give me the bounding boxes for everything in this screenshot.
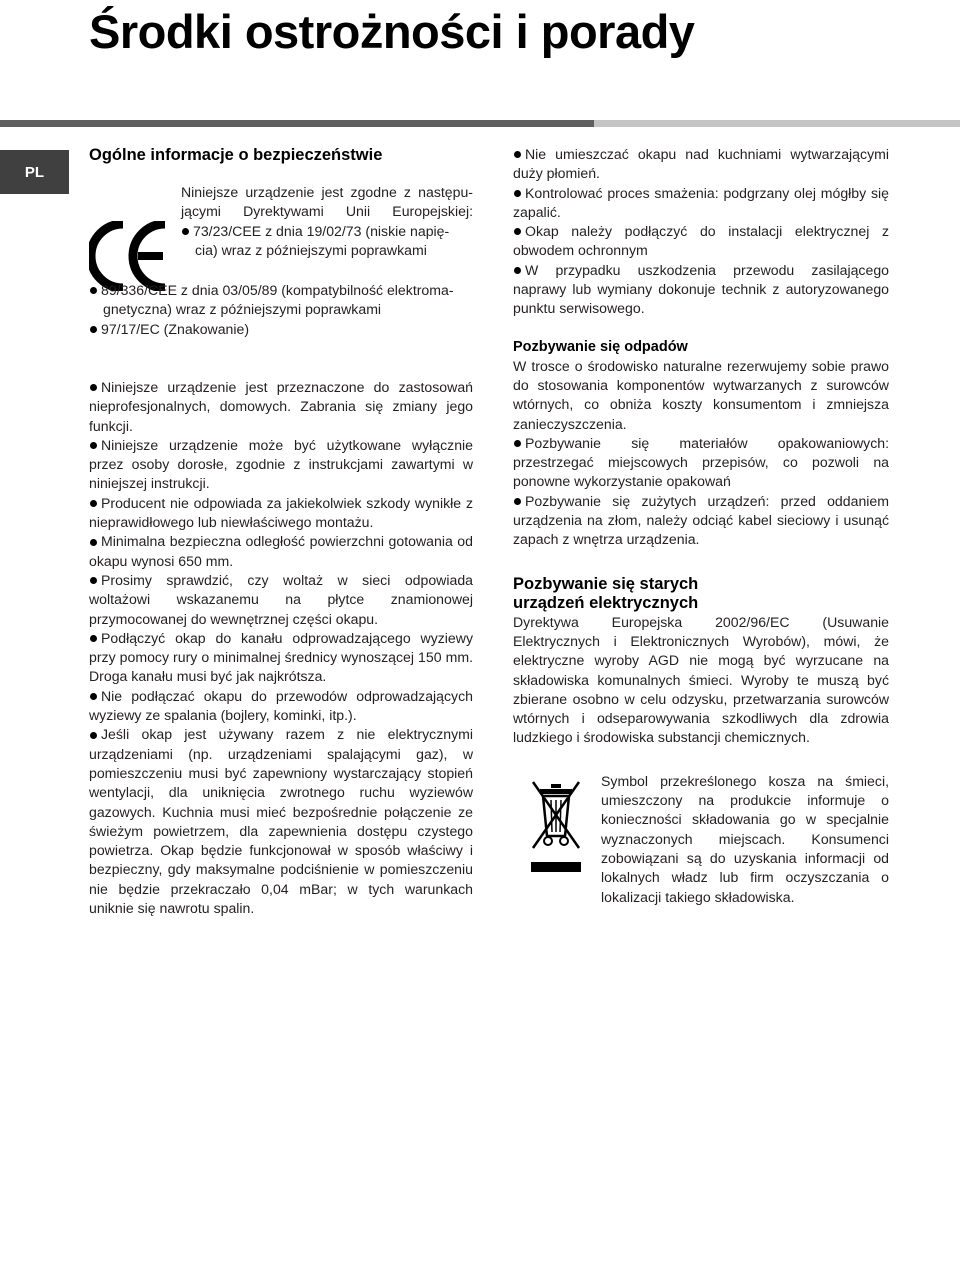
header-rule-dark bbox=[0, 120, 594, 127]
symbol-description: Symbol przekreślonego kosza na śmieci, umieszczony na produkcie informuje o konieczności składowania go w specjalnie wyznaczonych miejscach. Konsumenci zobowiązani są do uzyskania informacji od lokalnych władz lub firm oczyszczania o lokalizacji takiego składowiska. bbox=[601, 772, 889, 905]
bullet-icon bbox=[182, 228, 189, 235]
bullet-icon bbox=[90, 326, 97, 333]
ce-directive-item-cont: cia) wraz z późniejszymi poprawkami bbox=[195, 241, 427, 258]
bullet-icon bbox=[514, 228, 521, 235]
ce-intro bbox=[181, 183, 473, 260]
list-item: Pozbywanie się zużytych urządzeń: przed oddaniem urządzenia na złom, należy odciąć kabel sieciowy i usunąć zapach z wnętrza urządzenia. bbox=[513, 492, 889, 548]
right-column bbox=[513, 145, 889, 912]
list-item: Producent nie odpowiada za jakiekolwiek szkody wynikłe z nieprawidłowego lub niewłaściwego montażu. bbox=[89, 494, 473, 531]
weee-heading-line: urządzeń elektrycznych bbox=[513, 593, 699, 612]
bullet-icon bbox=[90, 500, 97, 507]
list-item: Okap należy podłączyć do instalacji elektrycznej z obwodem ochronnym bbox=[513, 223, 889, 259]
language-tab: PL bbox=[0, 150, 69, 194]
weee-heading-line: Pozbywanie się starych bbox=[513, 574, 699, 593]
bullet-icon bbox=[514, 498, 521, 505]
list-item: Podłączyć okap do kanału odprowadzającego wyziewy przy pomocy rury o minimalnej średnicy wynoszącej 150 mm. Droga kanału musi być jak najkrótsza. bbox=[89, 629, 473, 685]
list-item: Prosimy sprawdzić, czy woltaż w sieci odpowiada woltażowi wskazanemu na płytce znamionowej przymocowanej do wewnętrznej części okapu. bbox=[89, 571, 473, 627]
list-item: Nie podłączać okapu do przewodów odprowadzających wyziewy ze spalania (bojlery, kominki, itp.). bbox=[89, 687, 473, 724]
header-rule-light bbox=[594, 120, 960, 127]
list-item: W przypadku uszkodzenia przewodu zasilającego naprawy lub wymiany dokonuje technik z autoryzowanego punktu serwisowego. bbox=[513, 261, 889, 317]
list-item: Minimalna bezpieczna odległość powierzchni gotowania od okapu wynosi 650 mm. bbox=[89, 533, 473, 569]
bullet-icon bbox=[90, 732, 97, 739]
section-heading-safety: Ogólne informacje o bezpieczeństwie bbox=[89, 146, 383, 164]
bullet-icon bbox=[514, 151, 521, 158]
bullet-icon bbox=[90, 539, 97, 546]
section-heading-disposal: Pozbywanie się odpadów bbox=[513, 338, 688, 355]
list-item: Niniejsze urządzenie może być użytkowane wyłącznie przez osoby dorosłe, zgodnie z instrukcjami zawartymi w niniejszej instrukcji. bbox=[89, 436, 473, 492]
weee-symbol-block bbox=[513, 772, 889, 912]
list-item: Niniejsze urządzenie jest przeznaczone do zastosowań nieprofesjonalnych, domowych. Zabrania się zmiany jego funkcji. bbox=[89, 379, 473, 434]
list-item: Pozbywanie się materiałów opakowaniowych: przestrzegać miejscowych przepisów, co pozwoli na ponowne wykorzystanie opakowań bbox=[513, 434, 889, 490]
bullet-icon bbox=[90, 287, 97, 294]
disposal-intro: W trosce o środowisko naturalne rezerwujemy sobie prawo do stosowania komponentów wytwarzanych z surowców wtórnych, co obniża koszty konsumentom i zmniejsza zanieczyszczenia. bbox=[513, 357, 889, 432]
section-heading-weee bbox=[513, 575, 889, 613]
page-title: Środki ostrożności i porady bbox=[89, 5, 695, 58]
ce-compliance-block bbox=[89, 183, 473, 362]
ce-directive-list bbox=[89, 281, 473, 339]
bullet-icon bbox=[514, 440, 521, 447]
ce-directive-item: 89/336/CEE z dnia 03/05/89 (kompatybilność elektroma- bbox=[89, 281, 473, 300]
bullet-icon bbox=[514, 267, 521, 274]
ce-directive-item-cont: gnetyczna) wraz z późniejszymi poprawkami bbox=[103, 301, 382, 318]
bullet-icon bbox=[514, 190, 521, 197]
bullet-icon bbox=[90, 635, 97, 642]
list-item: Nie umieszczać okapu nad kuchniami wytwarzającymi duży płomień. bbox=[513, 146, 889, 182]
safety-list bbox=[89, 378, 473, 918]
bullet-icon bbox=[90, 693, 97, 700]
bullet-icon bbox=[90, 384, 97, 391]
list-item: Jeśli okap jest używany razem z nie elektrycznymi urządzeniami (np. urządzeniami spalającymi gaz), w pomieszczeniu musi być zapewniony wystarczający stopień wentylacji, dla uniknięcia zwrotnego ruchu wyziewów gazowych. Kuchnia musi mieć bezpośrednie połączenie ze świeżym powietrzem, dla zapewnienia dostępu czystego powietrza. Okap będzie funkcjonował w sposób właściwy i bezpieczny, gdy maksymalne podciśnienie w pomieszczeniu nie będzie przekraczało 0,04 mBar; w tych warunkach uniknie się nawrotu spalin. bbox=[89, 726, 473, 917]
ce-intro-line: Niniejsze urządzenie jest zgodne z następu- bbox=[181, 184, 473, 200]
bullet-icon bbox=[90, 577, 97, 584]
safety-list-continued bbox=[513, 145, 889, 319]
list-item: Kontrolować proces smażenia: podgrzany olej mógłby się zapalić. bbox=[513, 184, 889, 220]
ce-directive-item: 73/23/CEE z dnia 19/02/73 (niskie napię- bbox=[181, 222, 473, 241]
bullet-icon bbox=[90, 442, 97, 449]
crossed-bin-icon bbox=[531, 778, 581, 874]
ce-directive-item: 97/17/EC (Znakowanie) bbox=[89, 320, 473, 339]
ce-intro-line: jącymi Dyrektywami Unii Europejskiej: bbox=[181, 203, 473, 220]
weee-text: Dyrektywa Europejska 2002/96/EC (Usuwanie Elektrycznych i Elektronicznych Wyrobów), mówi, że elektryczne wyroby AGD nie mogą być wyrzucane na składowiska komunalnych śmieci. Wyroby te muszą być zbierane osobno w celu odzysku, przetwarzania surowców wtórnych i odseparowywania szkodliwych dla zdrowia ludzkiego i środowiska substancji chemicznych. bbox=[513, 613, 889, 746]
left-column bbox=[89, 145, 473, 918]
